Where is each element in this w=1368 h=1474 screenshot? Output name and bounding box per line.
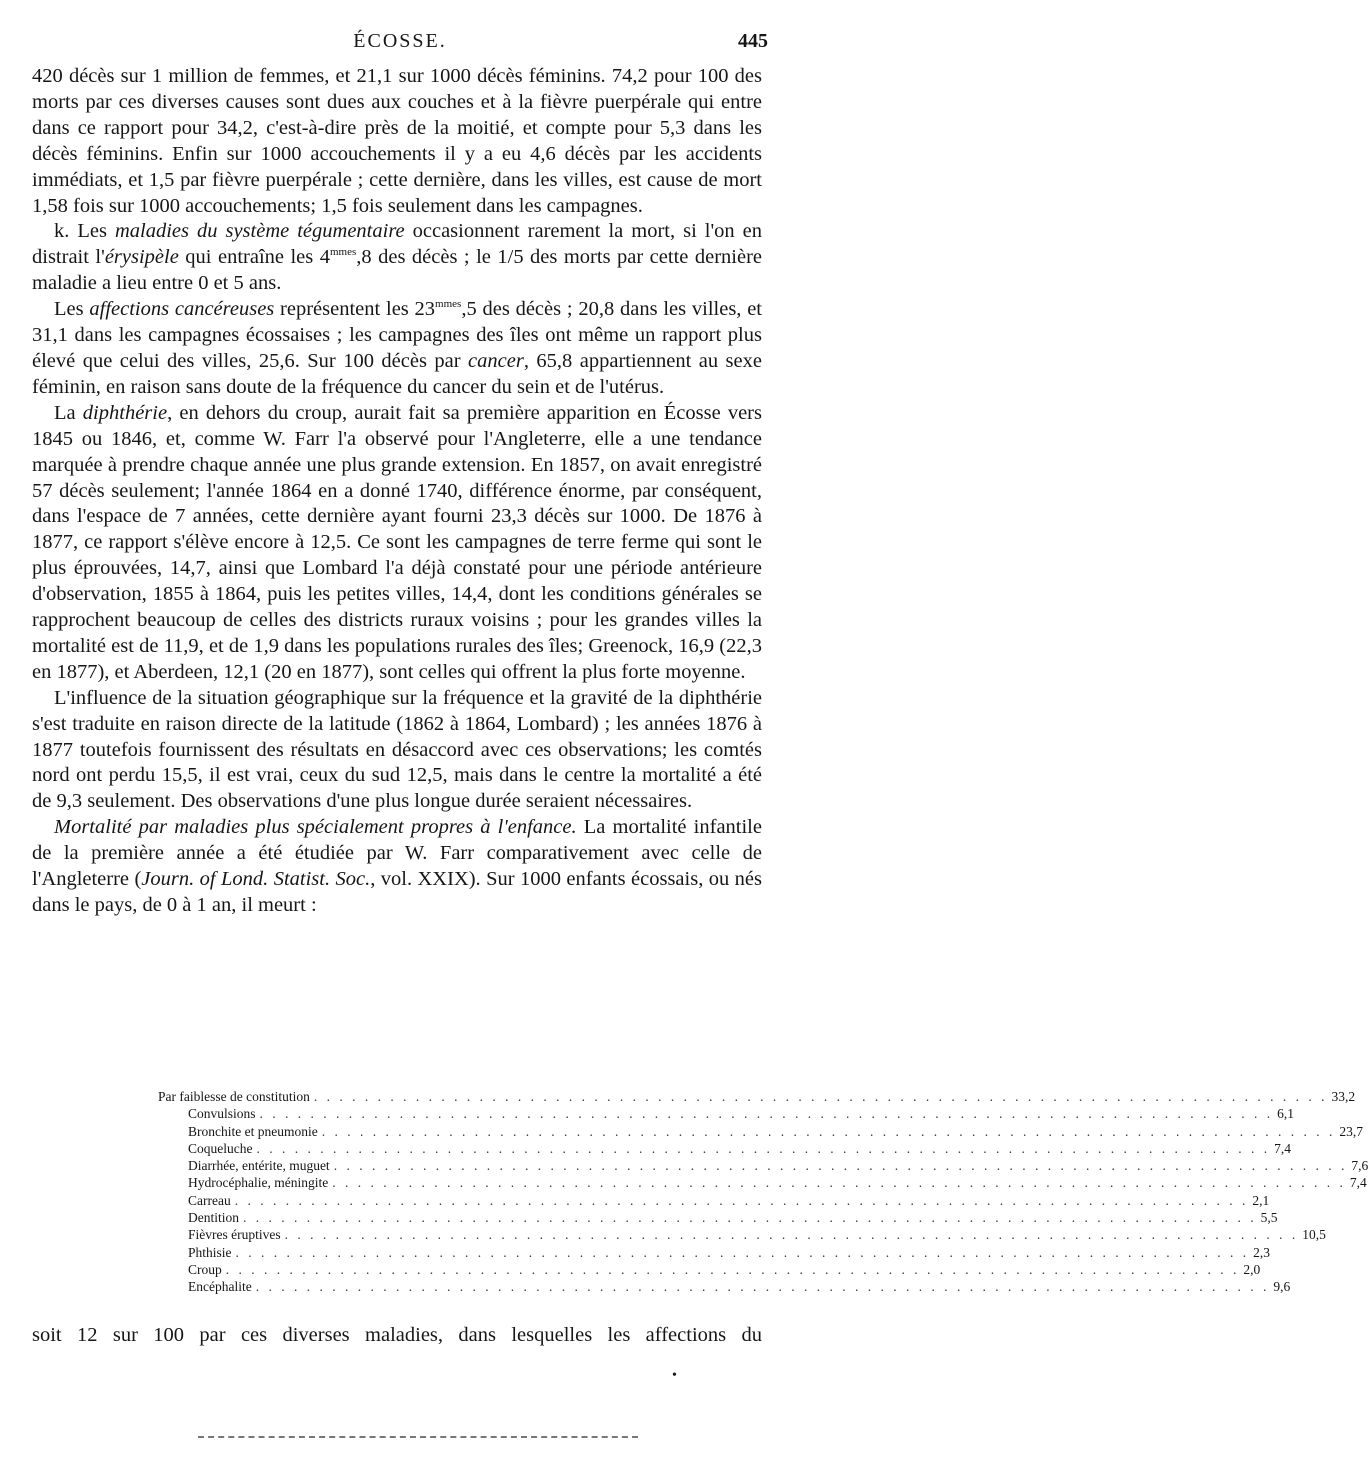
table-row <box>158 1088 1356 1105</box>
paragraph-tegumentary <box>32 219 762 297</box>
paragraph-puerperal: 420 décès sur 1 million de femmes, et 21,1 sur 1000 décès féminins. 74,2 pour 100 des morts par ces diverses causes sont dues aux couches et à la fièvre puerpérale qui entre dans ce rapport pour 34,2, c'est-à-dire près de la moitié, et compte pour 5,3 dans les décès féminins. Enfin sur 1000 accouchements il y a eu 4,6 décès par les accidents immédiats, et 1,5 par fièvre puerpérale ; cette dernière, dans les villes, est cause de mort 1,58 fois sur 1000 accouchements; 1,5 fois seulement dans les campagnes. <box>32 65 762 217</box>
text-run: ,5 des décès ; 20,8 dans les villes, et 31,1 dans les campagnes écossaises ; les campagnes des îles ont même un rapport plus élevé que celui des villes, 25,6. Sur 100 décès par <box>32 298 762 372</box>
superscript: mmes <box>329 246 357 259</box>
paragraph-geography: L'influence de la situation géographique sur la fréquence et la gravité de la diphthérie s'est traduite en raison directe de la latitude (1862 à 1864, Lombard) ; les années 1876 à 1877 toutefois fournissent des résultats en désaccord avec ces observations; les comtés nord ont perdu 15,5, il est vrai, ceux du sud 12,5, mais dans le centre la mortalité a été de 9,3 seulement. Des observations d'une plus longue durée seraient nécessaires. <box>32 686 762 813</box>
cause-value: 7,4 <box>1274 1140 1291 1156</box>
text-run: occasionnent rarement la mort, si l'on en distrait l' <box>32 220 762 269</box>
italic-heading: Mortalité par maladies plus spécialement propres à l'enfance. <box>54 816 577 839</box>
table-row <box>158 1140 1291 1157</box>
table-row <box>158 1209 1278 1226</box>
leader-dots: . . . . . . . . . . . . . . . . . . . . . . . . . . . . . . . . . . . . . . . . . . . . . . . . . . . . . . . . . . . . . . . . . . . . . . . . . . . . . . . . <box>259 1106 1274 1122</box>
cause-label: Par faiblesse de constitution <box>158 1089 310 1104</box>
text-run: , vol. XXIX). Sur 1000 enfants écossais, ou nés dans le pays, de 0 à 1 an, il meurt : <box>32 868 762 916</box>
main-text <box>32 64 762 919</box>
cause-value: 7,4 <box>1349 1175 1367 1191</box>
superscript: mmes <box>435 298 462 311</box>
text-run: qui entraîne les 4 <box>178 246 330 269</box>
cause-value: 33,2 <box>1331 1089 1356 1104</box>
cause-value: 9,6 <box>1273 1279 1291 1295</box>
table-row <box>158 1174 1367 1191</box>
running-header <box>32 30 768 60</box>
table-row <box>158 1105 1295 1122</box>
table-row <box>158 1123 1363 1140</box>
cause-value: 10,5 <box>1302 1227 1326 1243</box>
cause-label: Dentition <box>188 1210 239 1226</box>
leader-dots: . . . . . . . . . . . . . . . . . . . . . . . . . . . . . . . . . . . . . . . . . . . . . . . . . . . . . . . . . . . . . . . . . . . . . . . . . . . . . . . . <box>284 1227 1299 1243</box>
italic-term: affections cancéreuses <box>89 298 275 321</box>
cause-value: 2,1 <box>1252 1192 1270 1208</box>
text-run: La <box>54 401 83 424</box>
italic-term: diphthérie <box>82 401 168 424</box>
mortality-table <box>158 1088 1368 1296</box>
text-run: ,8 des décès ; le 1/5 des morts par cette dernière maladie a lieu entre 0 et 5 ans. <box>32 246 762 295</box>
leader-dots: . . . . . . . . . . . . . . . . . . . . . . . . . . . . . . . . . . . . . . . . . . . . . . . . . . . . . . . . . . . . . . . . . . . . . . . . . . . . . . . . <box>235 1244 1250 1260</box>
leader-dots: . . . . . . . . . . . . . . . . . . . . . . . . . . . . . . . . . . . . . . . . . . . . . . . . . . . . . . . . . . . . . . . . . . . . . . . . . . . . . . . . <box>321 1123 1336 1139</box>
cause-label: Hydrocéphalie, méningite <box>188 1175 329 1191</box>
cause-value: 23,7 <box>1339 1123 1363 1139</box>
cause-label: Encéphalite <box>188 1279 252 1295</box>
cause-value: 5,5 <box>1260 1210 1278 1226</box>
italic-citation: Journ. of Lond. Statist. Soc. <box>141 868 371 891</box>
cause-value: 7,6 <box>1351 1158 1368 1174</box>
page-mark: • <box>672 1368 677 1383</box>
page-number: 445 <box>738 30 768 52</box>
text-run: , 65,8 appartiennent au sexe féminin, en raison sans doute de la fréquence du cancer du sein et de l'utérus. <box>32 349 762 398</box>
table-row <box>158 1192 1270 1209</box>
cause-value: 2,0 <box>1243 1261 1261 1277</box>
leader-dots: . . . . . . . . . . . . . . . . . . . . . . . . . . . . . . . . . . . . . . . . . . . . . . . . . . . . . . . . . . . . . . . . . . . . . . . . . . . . . . . . <box>243 1210 1257 1226</box>
table-row <box>158 1278 1291 1295</box>
cause-value: 6,1 <box>1277 1106 1295 1122</box>
cause-label: Bronchite et pneumonie <box>188 1123 318 1139</box>
table-row <box>158 1157 1368 1174</box>
cause-label: Fièvres éruptives <box>188 1227 281 1243</box>
cause-label: Carreau <box>188 1192 231 1208</box>
cause-label: Phthisie <box>188 1244 232 1260</box>
italic-term: cancer <box>468 349 524 372</box>
closing-line: soit 12 sur 100 par ces diverses maladies, dans lesquelles les affections du <box>32 1324 762 1346</box>
footer-rule <box>198 1436 638 1438</box>
leader-dots: . . . . . . . . . . . . . . . . . . . . . . . . . . . . . . . . . . . . . . . . . . . . . . . . . . . . . . . . . . . . . . . . . . . . . . . . . . . . . . . . <box>255 1279 1270 1295</box>
leader-dots: . . . . . . . . . . . . . . . . . . . . . . . . . . . . . . . . . . . . . . . . . . . . . . . . . . . . . . . . . . . . . . . . . . . . . . . . . . . . . . . . <box>332 1175 1346 1191</box>
leader-dots: . . . . . . . . . . . . . . . . . . . . . . . . . . . . . . . . . . . . . . . . . . . . . . . . . . . . . . . . . . . . . . . . . . . . . . . . . . . . . . . . <box>234 1192 1249 1208</box>
cause-label: Diarrhée, entérite, muguet <box>188 1158 330 1174</box>
cause-label: Convulsions <box>188 1106 256 1122</box>
running-title: ÉCOSSE. <box>353 30 447 52</box>
text-run: , en dehors du croup, aurait fait sa première apparition en Écosse vers 1845 ou 1846, et, comme W. Farr l'a observé pour l'Angleterre, elle a une tendance marquée à prendre chaque année une plus grande extension. En 1857, on avait enregistré 57 décès seulement; l'année 1864 en a donné 1740, différence énorme, par conséquent, dans l'espace de 7 années, cette dernière ayant fourni 23,3 décès sur 1000. De 1876 à 1877, ce rapport s'élève encore à 12,5. Ce sont les campagnes de terre ferme qui sont le plus éprouvées, 14,7, ainsi que Lombard l'a déjà constaté pour une période antérieure d'observation, 1855 à 1864, puis les petites villes, 14,4, dont les conditions générales se rapprochent beaucoup de celles des districts ruraux voisins ; pour les grandes villes la mortalité est de 11,9, et de 1,9 dans les populations rurales des îles; Greenock, 16,9 (22,3 en 1877), et Aberdeen, 12,1 (20 en 1877), sont celles qui offrent la plus forte moyenne. <box>32 401 762 683</box>
leader-dots: . . . . . . . . . . . . . . . . . . . . . . . . . . . . . . . . . . . . . . . . . . . . . . . . . . . . . . . . . . . . . . . . . . . . . . . . . . . . . . . . <box>225 1261 1240 1277</box>
leader-dots: . . . . . . . . . . . . . . . . . . . . . . . . . . . . . . . . . . . . . . . . . . . . . . . . . . . . . . . . . . . . . . . . . . . . . . . . . . . . . . . . <box>333 1158 1348 1174</box>
text-run: k. Les <box>54 220 115 243</box>
italic-term: érysipèle <box>104 246 179 269</box>
text-run: La mortalité infantile de la première année a été étudiée par W. Farr comparativement avec celle de l'Angleterre ( <box>32 816 762 891</box>
leader-dots: . . . . . . . . . . . . . . . . . . . . . . . . . . . . . . . . . . . . . . . . . . . . . . . . . . . . . . . . . . . . . . . . . . . . . . . . . . . . . . . . <box>256 1140 1271 1156</box>
cause-label: Croup <box>188 1261 222 1277</box>
paragraph-infant-mortality <box>32 815 762 919</box>
text-run: Les <box>54 298 90 321</box>
table-row <box>158 1261 1261 1278</box>
table-row <box>158 1226 1326 1243</box>
italic-term: maladies du système tégumentaire <box>114 220 405 243</box>
leader-dots: . . . . . . . . . . . . . . . . . . . . . . . . . . . . . . . . . . . . . . . . . . . . . . . . . . . . . . . . . . . . . . . . . . . . . . . . . . . . . . . . <box>313 1089 1328 1104</box>
table-row <box>158 1244 1271 1261</box>
paragraph-diphtheria <box>32 401 762 686</box>
paragraph-cancer <box>32 297 762 401</box>
text-run: représentent les 23 <box>274 298 436 321</box>
cause-label: Coqueluche <box>188 1140 253 1156</box>
cause-value: 2,3 <box>1253 1244 1271 1260</box>
